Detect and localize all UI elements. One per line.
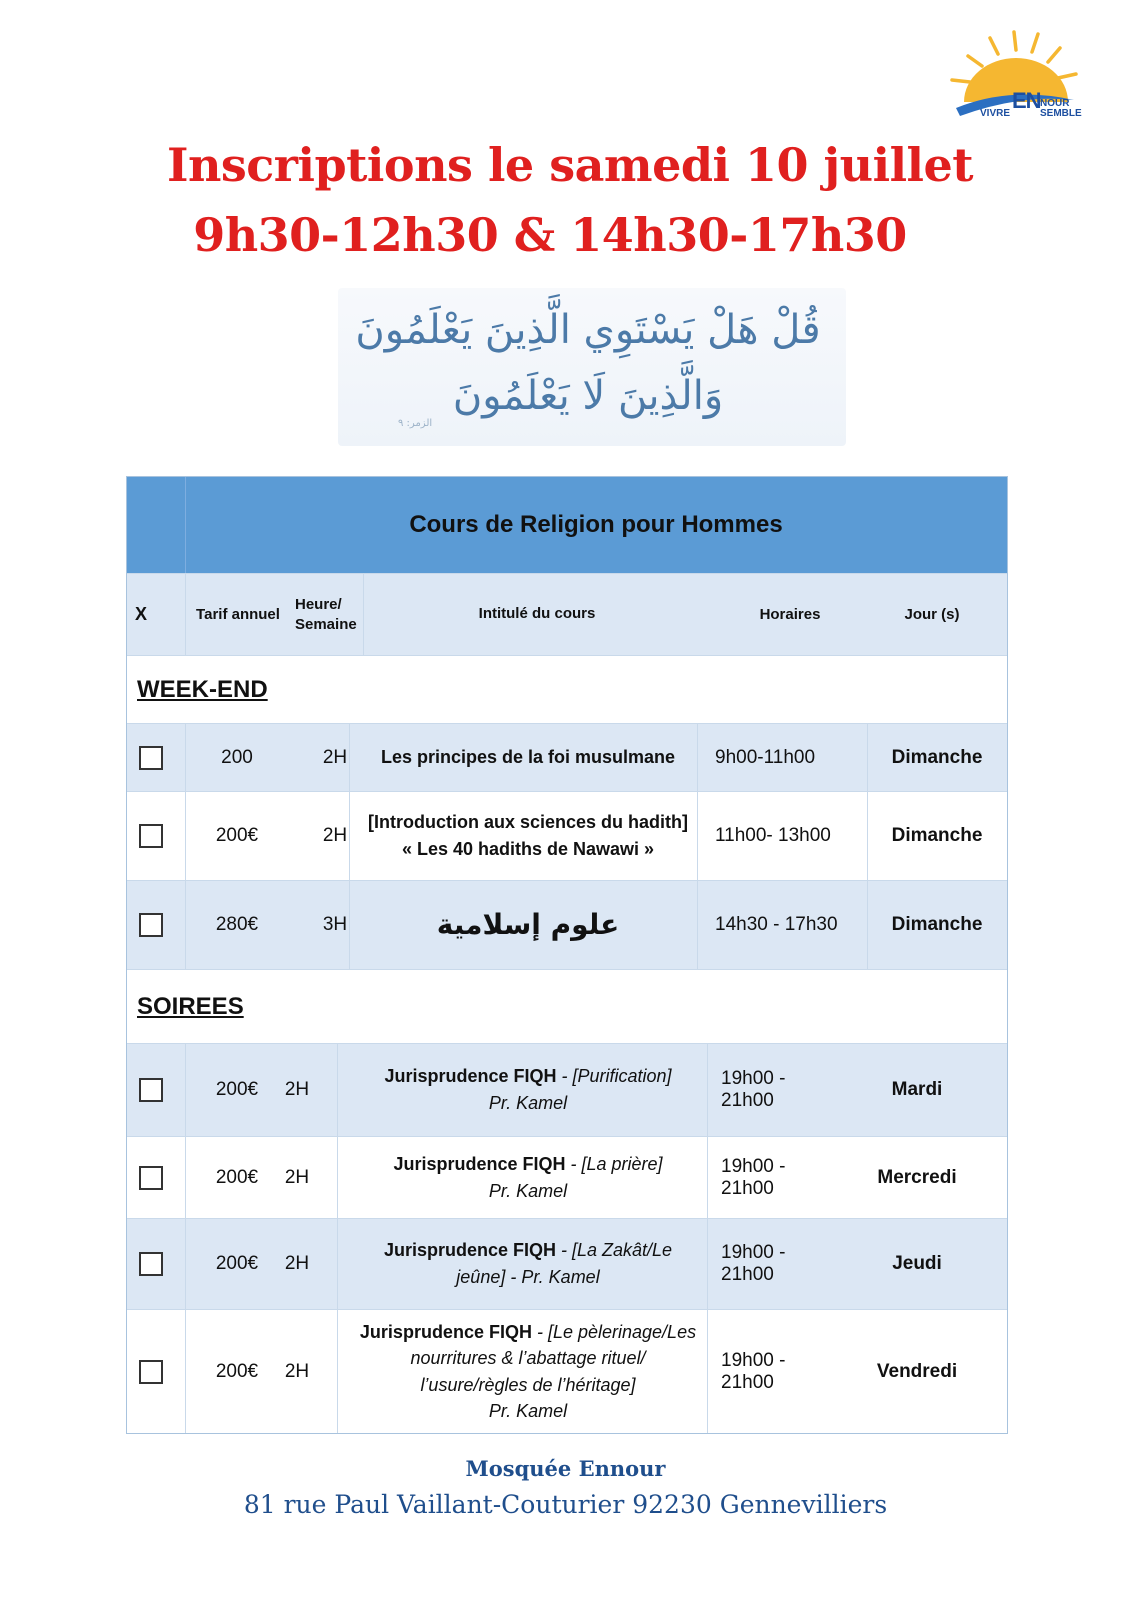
course-time: 14h30 - 17h30 xyxy=(715,914,838,935)
course-title-rest: - [Purification] xyxy=(556,1066,672,1086)
course-time-line1: 19h00 - xyxy=(721,1349,786,1371)
course-price: 200€ xyxy=(215,1253,259,1274)
course-price: 200€ xyxy=(215,1166,259,1188)
course-day: Dimanche xyxy=(891,746,983,768)
course-price: 200€ xyxy=(215,1360,259,1382)
col-x: X xyxy=(135,604,148,624)
course-title xyxy=(349,724,707,791)
course-checkbox[interactable] xyxy=(139,1360,163,1384)
table-row xyxy=(127,791,1007,880)
course-time-line1: 19h00 - xyxy=(721,1155,786,1177)
course-checkbox[interactable] xyxy=(139,746,163,770)
verse-line-2: وَالَّذِينَ لَا يَعْلَمُونَ xyxy=(452,373,724,419)
course-title xyxy=(349,792,707,880)
course-teacher: Pr. Kamel xyxy=(488,1180,568,1201)
course-checkbox[interactable] xyxy=(139,913,163,937)
course-time-line2: 21h00 xyxy=(721,1371,774,1393)
course-title-line3: l’usure/règles de l’héritage] xyxy=(420,1374,636,1395)
section-soirees-label: SOIREES xyxy=(137,992,244,1020)
course-hours: 2H xyxy=(322,746,348,768)
col-heure-line1: Heure/ xyxy=(295,596,342,613)
course-day: Dimanche xyxy=(891,825,983,846)
course-title-text: Les principes de la foi musulmane xyxy=(380,747,676,767)
col-heure-line2: Semaine xyxy=(295,615,357,633)
col-jours: Jour (s) xyxy=(904,606,960,623)
course-teacher: - Pr. Kamel xyxy=(505,1267,600,1287)
course-title-line2: « Les 40 hadiths de Nawawi » xyxy=(401,839,655,859)
course-title-bold: Jurisprudence FIQH xyxy=(359,1322,532,1343)
table-title: Cours de Religion pour Hommes xyxy=(409,511,783,538)
course-time-line2: 21h00 xyxy=(721,1177,774,1199)
course-day: Mercredi xyxy=(877,1166,957,1188)
course-title-rest: - [La Zakât/Le xyxy=(555,1240,673,1260)
section-soirees xyxy=(127,969,1007,1043)
logo-text-nour: NOUR xyxy=(1040,98,1070,109)
registration-hours-title: 9h30-12h30 & 14h30-17h30 xyxy=(193,208,907,262)
course-time: 9h00-11h00 xyxy=(715,746,816,768)
course-checkbox[interactable] xyxy=(139,1078,163,1102)
col-tarif: Tarif annuel xyxy=(196,606,280,623)
course-title-rest: - [La prière] xyxy=(565,1153,663,1174)
logo-text-semble: SEMBLE xyxy=(1040,108,1082,119)
table-row xyxy=(127,1309,1007,1433)
course-day: Dimanche xyxy=(891,914,983,935)
course-time: 11h00- 13h00 xyxy=(715,825,831,846)
table-row xyxy=(127,1043,1007,1136)
table-row xyxy=(127,1218,1007,1309)
course-day: Vendredi xyxy=(876,1360,958,1382)
course-title-bold: Jurisprudence FIQH xyxy=(383,1240,556,1260)
courses-table xyxy=(126,476,1008,1434)
course-title xyxy=(349,1219,707,1309)
course-day: Mardi xyxy=(891,1079,943,1100)
verse-reference: الزمر: ٩ xyxy=(398,418,433,429)
table-row xyxy=(127,880,1007,969)
course-title-line2: nourritures & l’abattage rituel/ xyxy=(410,1348,646,1369)
verse-line-1: قُلْ هَلْ يَسْتَوِي الَّذِينَ يَعْلَمُونَ xyxy=(355,307,821,353)
col-horaires: Horaires xyxy=(759,606,821,623)
table-row xyxy=(127,723,1007,791)
course-checkbox[interactable] xyxy=(139,1252,163,1276)
logo-text-en: EN xyxy=(1012,88,1041,113)
course-title xyxy=(349,881,707,969)
course-price: 280€ xyxy=(215,914,259,935)
course-title-rest: - [Le pèlerinage/Les xyxy=(531,1322,697,1343)
course-title xyxy=(349,1310,707,1433)
table-header xyxy=(127,477,1007,573)
course-hours: 2H xyxy=(284,1166,310,1188)
course-title-bold: Jurisprudence FIQH xyxy=(384,1066,557,1086)
course-checkbox[interactable] xyxy=(139,824,163,848)
section-weekend-label: WEEK-END xyxy=(137,675,268,703)
mosque-address: 81 rue Paul Vaillant-Couturier 92230 Gennevilliers xyxy=(243,1490,888,1519)
course-hours: 2H xyxy=(284,1360,310,1382)
col-intitule: Intitulé du cours xyxy=(478,605,596,623)
course-time-line1: 19h00 - xyxy=(721,1242,786,1263)
course-day: Jeudi xyxy=(892,1253,942,1274)
course-time-line2: 21h00 xyxy=(721,1264,774,1285)
registration-date-title: Inscriptions le samedi 10 juillet xyxy=(166,138,974,192)
section-weekend xyxy=(127,655,1007,723)
course-hours: 2H xyxy=(284,1253,310,1274)
table-row xyxy=(127,1136,1007,1218)
course-title-line1: [Introduction aux sciences du hadith] xyxy=(367,812,689,832)
course-hours: 2H xyxy=(322,825,348,846)
course-price: 200€ xyxy=(215,1079,259,1100)
course-price: 200€ xyxy=(215,825,259,846)
course-checkbox[interactable] xyxy=(139,1166,163,1190)
quran-verse-box xyxy=(338,288,846,446)
course-price: 200 xyxy=(221,746,253,768)
course-teacher: Pr. Kamel xyxy=(488,1093,568,1113)
course-title xyxy=(349,1044,707,1136)
course-time-line2: 21h00 xyxy=(721,1090,774,1111)
course-time-line1: 19h00 - xyxy=(721,1068,786,1089)
column-headers xyxy=(127,573,1007,655)
course-title-bold: Jurisprudence FIQH xyxy=(393,1153,566,1174)
course-title-arabic: علوم إسلامية xyxy=(436,908,620,941)
course-hours: 2H xyxy=(284,1079,310,1100)
course-title-line2: jeûne] xyxy=(456,1267,506,1287)
course-hours: 3H xyxy=(322,914,348,935)
course-title xyxy=(349,1137,707,1218)
course-teacher: Pr. Kamel xyxy=(488,1400,568,1421)
mosque-name: Mosquée Ennour xyxy=(465,1456,666,1481)
logo-text-vivre: VIVRE xyxy=(980,108,1011,119)
